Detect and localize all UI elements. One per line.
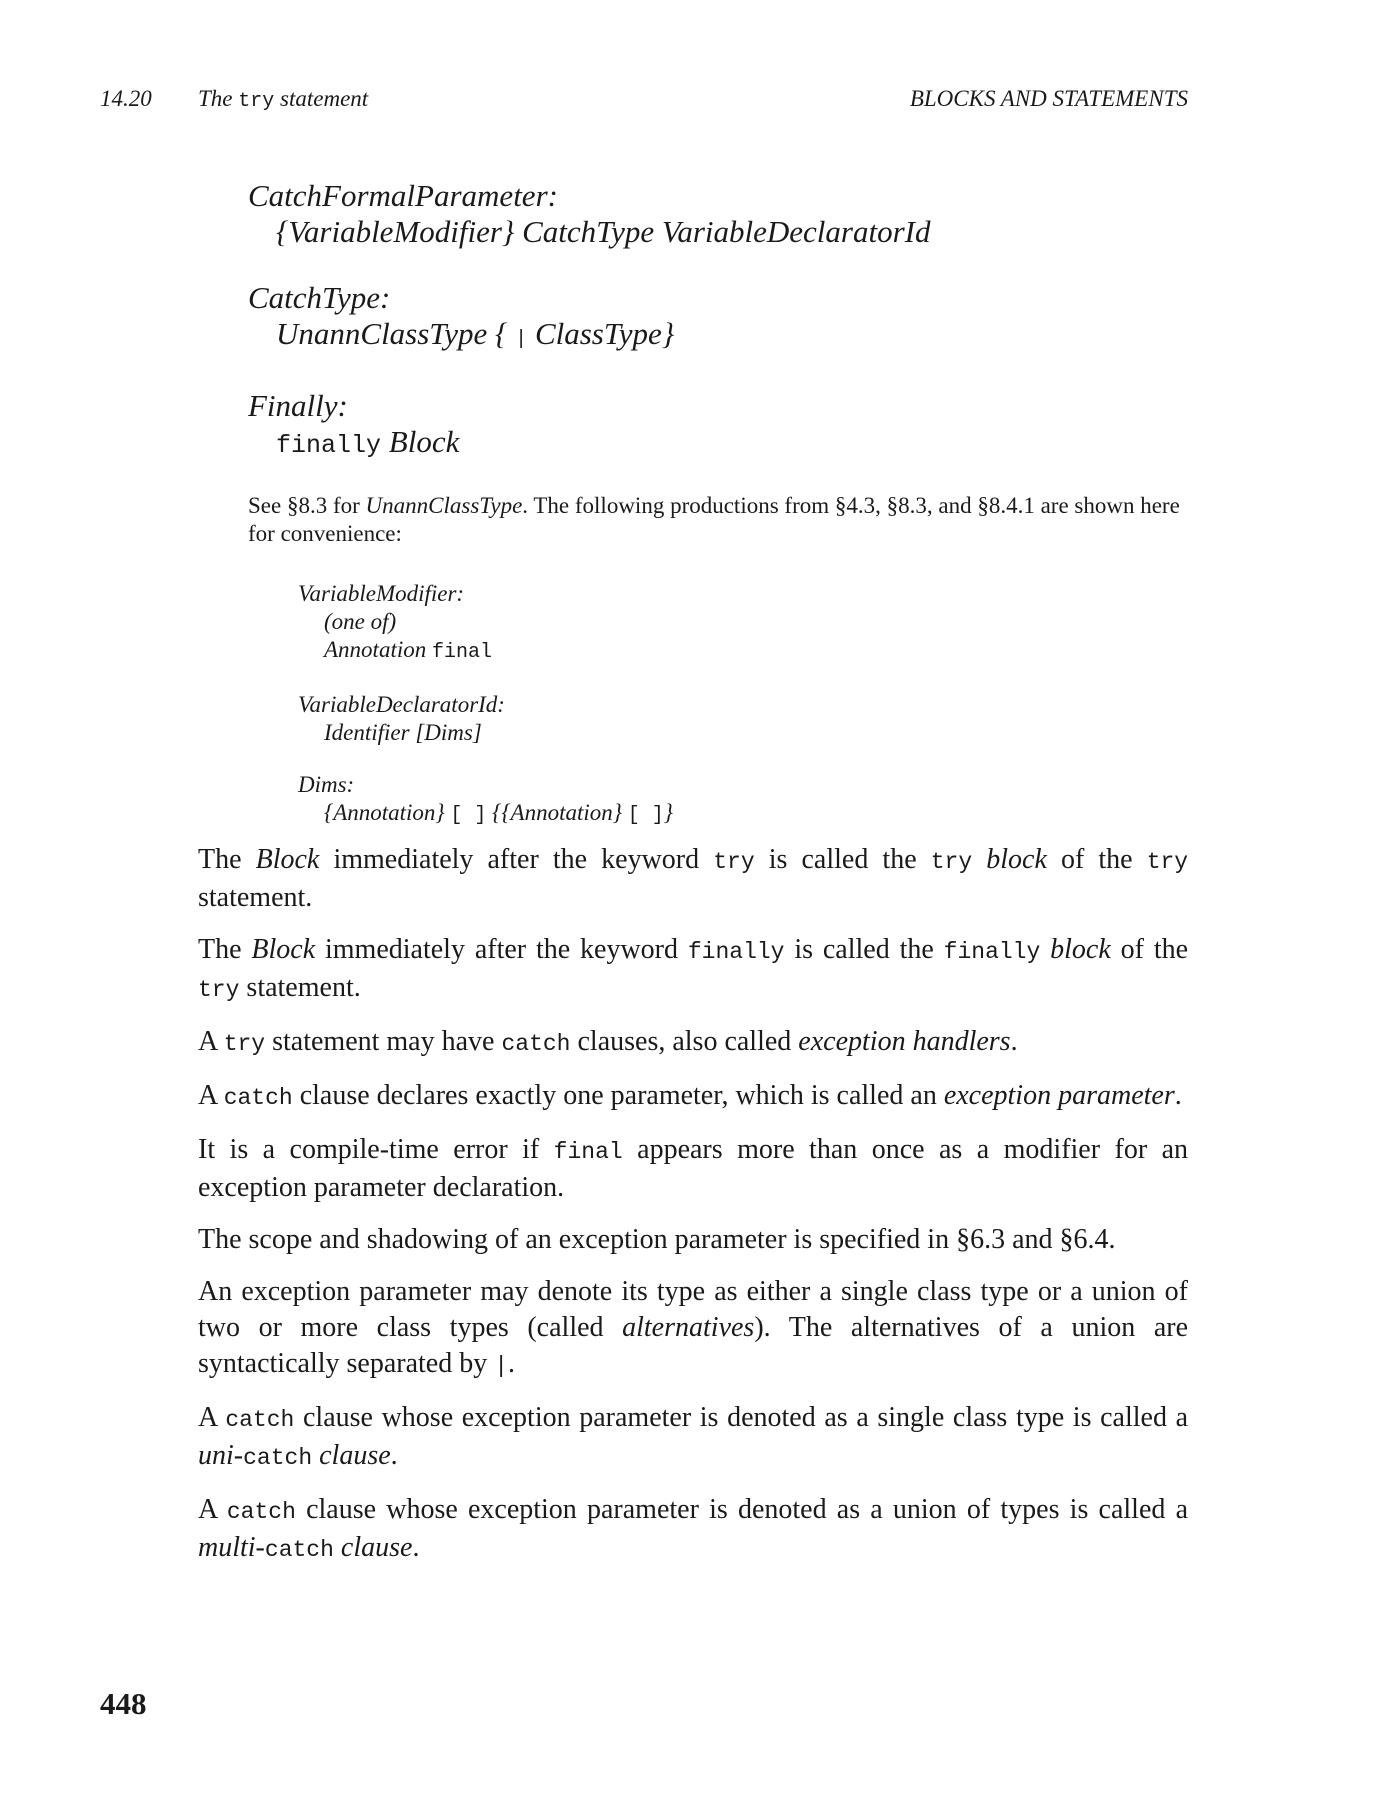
production-name: VariableModifier: [298, 581, 465, 606]
production-rhs: UnannClassType { | ClassType} [276, 316, 675, 351]
convenience-note: See §8.3 for UnannClassType. The following productions from §4.3, §8.3, and §8.4.1 are shown here for convenience: [248, 493, 1180, 546]
paragraph: The scope and shadowing of an exception parameter is specified in §6.3 and §6.4. [198, 1224, 1116, 1255]
production-rhs: Annotation final [324, 637, 492, 664]
chapter-title: BLOCKS AND STATEMENTS [909, 86, 1188, 111]
running-header [100, 86, 1188, 120]
paragraph: A catch clause declares exactly one parameter, which is called an exception parameter. [198, 1080, 1182, 1111]
paragraph: A catch clause whose exception parameter is denoted as a single class type is called a uni-catch clause. [198, 1402, 1189, 1471]
production-name: VariableDeclaratorId: [298, 692, 505, 717]
production-catch-type [248, 280, 930, 358]
paragraph: A catch clause whose exception parameter is denoted as a union of types is called a multi-catch clause. [198, 1494, 1188, 1563]
production-catch-formal-parameter [248, 178, 930, 250]
section-title: The try statement [198, 86, 369, 113]
production-name: Finally: [248, 388, 348, 423]
paragraph: It is a compile-time error if final appears more than once as a modifier for an exception parameter declaration. [198, 1134, 1189, 1203]
production-rhs: finally Block [276, 424, 460, 460]
production-finally [248, 388, 930, 464]
production-variable-declarator-id [298, 691, 673, 747]
production-rhs: Identifier [Dims] [324, 720, 482, 745]
production-dims [298, 771, 673, 830]
paragraph: A try statement may have catch clauses, also called exception handlers. [198, 1026, 1018, 1057]
production-one-of: (one of) [324, 609, 397, 634]
paragraph: An exception parameter may denote its type as either a single class type or a union of two or more class types (called alternatives). The alternatives of a union are syntactically separated by |. [198, 1276, 1188, 1379]
production-rhs: {Annotation} [ ] {{Annotation} [ ]} [324, 800, 673, 827]
grammar-productions [248, 178, 930, 494]
page-number: 448 [100, 1686, 147, 1721]
section-number: 14.20 [100, 86, 152, 111]
convenience-productions [298, 580, 673, 854]
production-name: CatchType: [248, 280, 391, 315]
production-rhs: {VariableModifier} CatchType VariableDeclaratorId [276, 214, 931, 249]
production-variable-modifier [298, 580, 673, 667]
paragraph: The Block immediately after the keyword finally is called the finally block of the try statement. [198, 934, 1189, 1003]
body-text [198, 842, 1188, 1584]
paragraph: The Block immediately after the keyword try is called the try block of the try statement. [198, 844, 1189, 913]
production-name: CatchFormalParameter: [248, 178, 558, 213]
production-name: Dims: [298, 772, 355, 797]
